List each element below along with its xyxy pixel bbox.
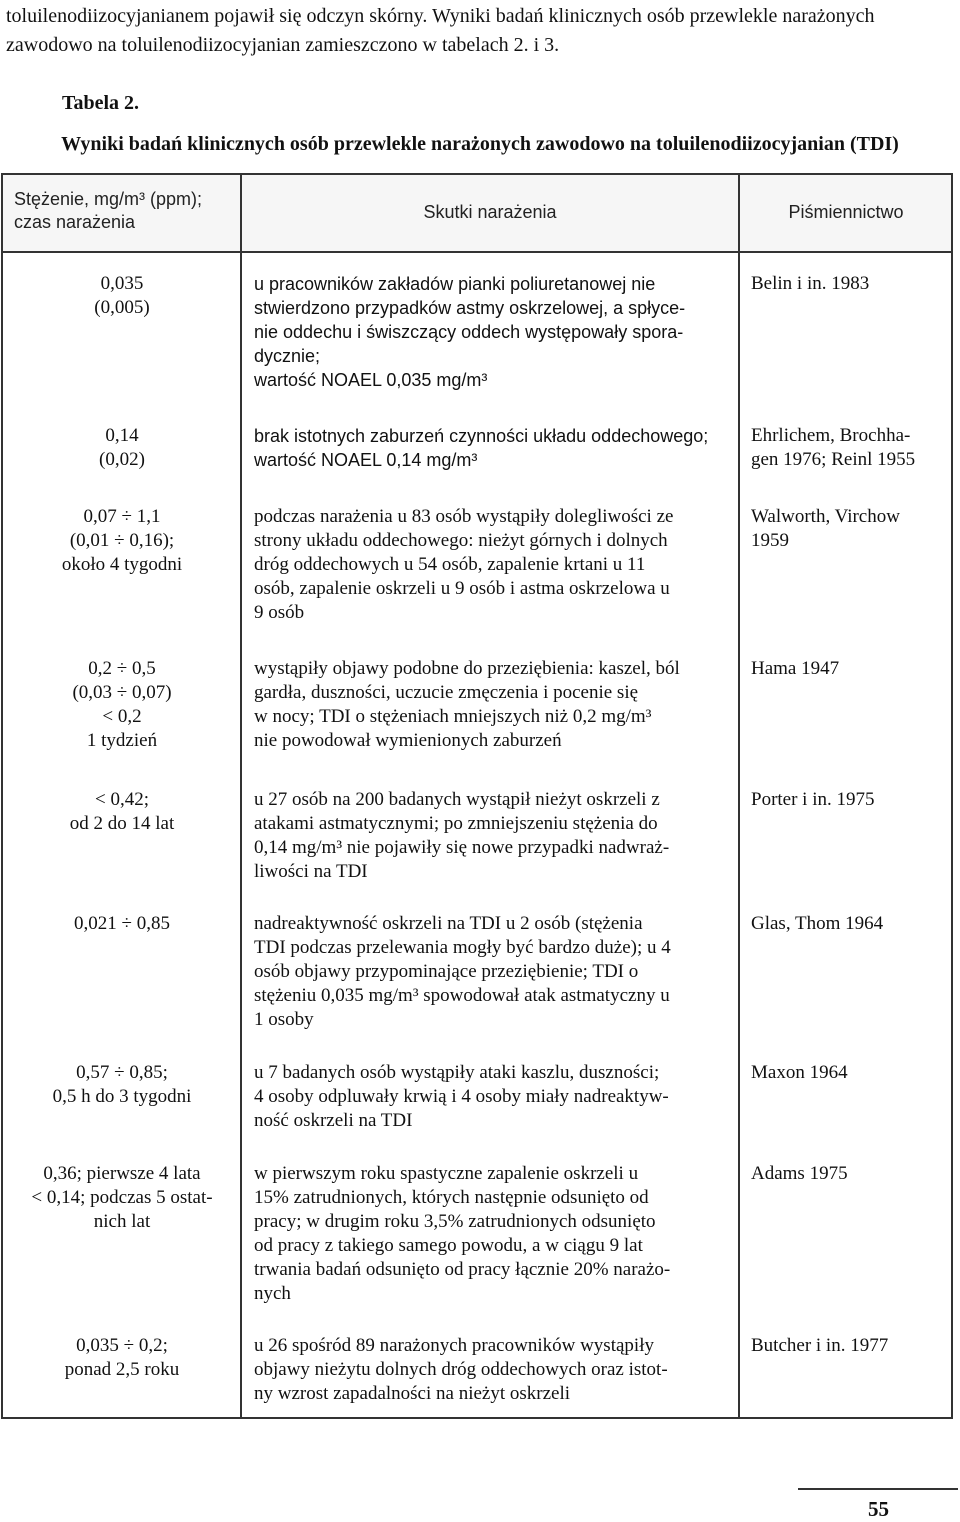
footer-rule bbox=[798, 1488, 958, 1490]
row-4-literature: Hama 1947 bbox=[751, 658, 840, 679]
header-concentration: Stężenie, mg/m³ (ppm); czas narażenia bbox=[14, 189, 203, 232]
table-title: Wyniki badań klinicznych osób przewlekle narażonych zawodowo na toluilenodiizocyjanian (TDI) bbox=[61, 133, 899, 155]
row-2-concentration: 0,14 (0,02) bbox=[99, 425, 145, 470]
row-7-effects: u 7 badanych osób wystąpiły ataki kaszlu, duszności; 4 osoby odpluwały krwią i 4 osoby miały nadreaktyw- ność oskrzeli na TDI bbox=[254, 1062, 669, 1131]
header-divider bbox=[1, 251, 953, 253]
row-6-concentration: 0,021 ÷ 0,85 bbox=[74, 913, 170, 934]
row-8-literature: Adams 1975 bbox=[751, 1163, 848, 1184]
table-label: Tabela 2. bbox=[62, 92, 140, 114]
header-literature: Piśmiennictwo bbox=[788, 202, 904, 222]
row-6-effects: nadreaktywność oskrzeli na TDI u 2 osób (stężenia TDI podczas przelewania mogły być bardzo duże); u 4 osób objawy przypominające przeziębienie; TDI o stężeniu 0,035 mg/m³ spowodował atak astmatyczny u 1 osoby bbox=[254, 913, 671, 1030]
row-6-literature: Glas, Thom 1964 bbox=[751, 913, 884, 934]
row-4-effects: wystąpiły objawy podobne do przeziębienia: kaszel, ból gardła, duszności, uczucie zmęczenia i pocenie się w nocy; TDI o stężeniach mniejszych niż 0,2 mg/m³ nie powodował wymienionych zaburzeń bbox=[254, 658, 680, 751]
row-8-concentration: 0,36; pierwsze 4 lata < 0,14; podczas 5 ostat- nich lat bbox=[31, 1163, 213, 1232]
row-9-effects: u 26 spośród 89 narażonych pracowników wystąpiły objawy nieżytu dolnych dróg oddechowych oraz istot- ny wzrost zapadalności na nieżyt oskrzeli bbox=[254, 1335, 668, 1404]
row-9-concentration: 0,035 ÷ 0,2; ponad 2,5 roku bbox=[64, 1335, 180, 1380]
row-4-concentration: 0,2 ÷ 0,5 (0,03 ÷ 0,07) < 0,2 1 tydzień bbox=[72, 658, 172, 751]
row-3-literature: Walworth, Virchow 1959 bbox=[751, 506, 900, 551]
row-2-effects: brak istotnych zaburzeń czynności układu oddechowego; wartość NOAEL 0,14 mg/m³ bbox=[254, 426, 709, 470]
row-7-concentration: 0,57 ÷ 0,85; 0,5 h do 3 tygodni bbox=[52, 1062, 192, 1107]
row-1-effects: u pracowników zakładów pianki poliuretanowej nie stwierdzono przypadków astmy oskrzelowej, a spłyce- nie oddechu i świszczący oddech występowały spora- dycznie; wartość NOAEL 0,035 mg/m³ bbox=[254, 274, 686, 390]
intro-paragraph: toluilenodiizocyjanianem pojawił się odczyn skórny. Wyniki badań klinicznych osób przewlekle narażonych zawodowo na toluilenodiizocyjanian zamieszczono w tabelach 2. i 3. bbox=[6, 5, 875, 56]
page-number: 55 bbox=[868, 1497, 889, 1521]
row-9-literature: Butcher i in. 1977 bbox=[751, 1335, 889, 1356]
row-7-literature: Maxon 1964 bbox=[751, 1062, 848, 1083]
row-1-literature: Belin i in. 1983 bbox=[751, 273, 870, 294]
row-3-effects: podczas narażenia u 83 osób wystąpiły dolegliwości ze strony układu oddechowego: nieżyt górnych i dolnych dróg oddechowych u 54 osób, zapalenie krtani u 11 osób, zapalenie oskrzeli u 9 osób i astma oskrzelowa u 9 osób bbox=[254, 506, 674, 623]
header-effects: Skutki narażenia bbox=[423, 202, 557, 222]
column-divider-1 bbox=[240, 173, 242, 1419]
column-divider-2 bbox=[738, 173, 740, 1419]
row-2-literature: Ehrlichem, Brochha- gen 1976; Reinl 1955 bbox=[751, 425, 916, 470]
row-5-concentration: < 0,42; od 2 do 14 lat bbox=[69, 789, 175, 834]
row-3-concentration: 0,07 ÷ 1,1 (0,01 ÷ 0,16); około 4 tygodni bbox=[61, 506, 183, 575]
row-8-effects: w pierwszym roku spastyczne zapalenie oskrzeli u 15% zatrudnionych, których następnie odsunięto od pracy; w drugim roku 3,5% zatrudnionych odsunięto od pracy z takiego samego powodu, a w ciągu 9 lat trwania badań odsunięto od pracy łącznie 20% narażo- nych bbox=[254, 1163, 671, 1304]
row-5-effects: u 27 osób na 200 badanych wystąpił nieżyt oskrzeli z atakami astmatycznymi; po zmniejszeniu stężenia do 0,14 mg/m³ nie pojawiły się nowe przypadki nadwraż- liwości na TDI bbox=[254, 789, 670, 882]
row-1-concentration: 0,035 (0,005) bbox=[94, 273, 150, 318]
row-5-literature: Porter i in. 1975 bbox=[751, 789, 875, 810]
